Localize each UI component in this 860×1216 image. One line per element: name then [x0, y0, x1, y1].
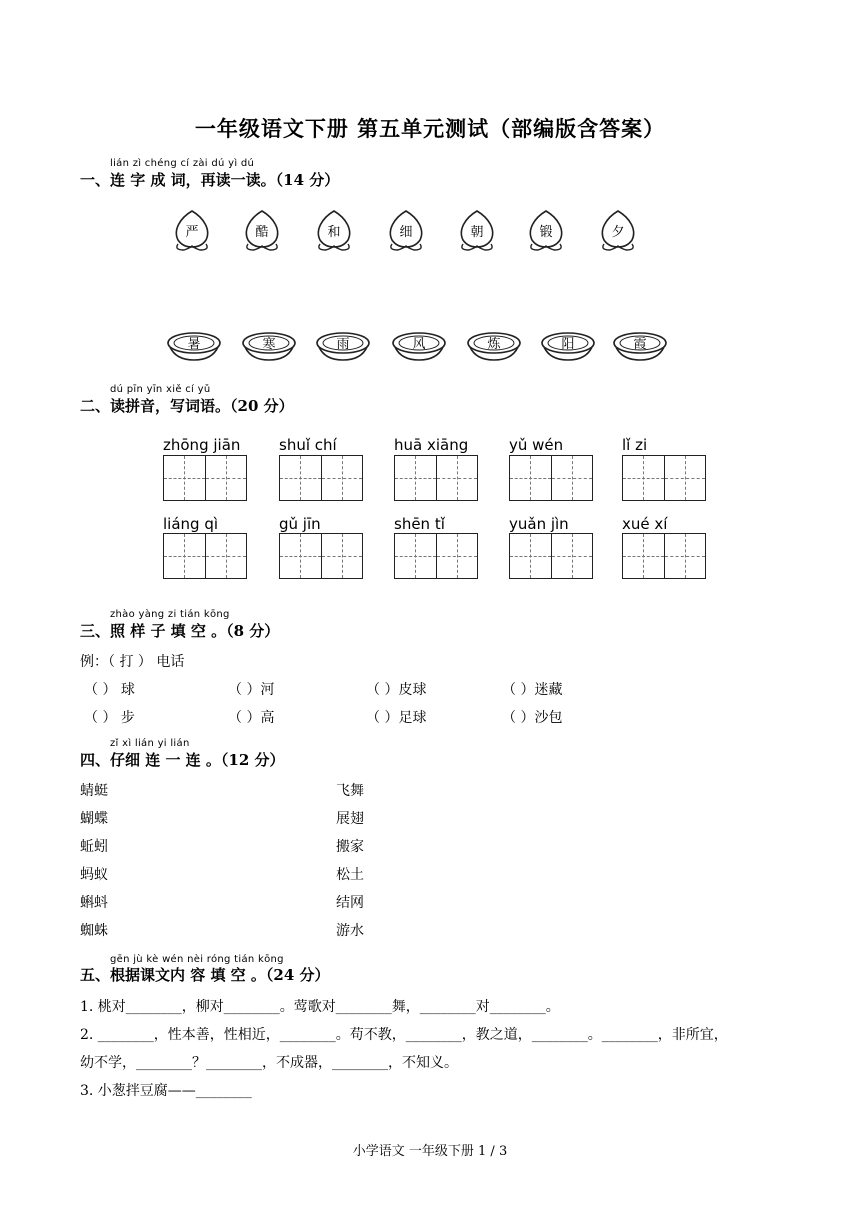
fill-line-1: 1. 桃对________，柳对________。莺歌对________舞，________对________。 [80, 999, 560, 1015]
grid-cell[interactable] [164, 456, 205, 500]
bowl-shape [315, 330, 371, 364]
grid-cell[interactable] [395, 456, 436, 500]
section1-number: 一、 [80, 171, 111, 189]
fill-line-3: 幼不学，________？________，不成器，________，不知义。 [80, 1055, 458, 1071]
section5-pinyin: gēn jù kè wén nèi róng tián kōng [110, 954, 284, 965]
section4-number: 四、 [80, 751, 111, 769]
grid-cell[interactable] [551, 456, 593, 500]
peach-shape [384, 208, 428, 252]
bowl-char: 阳 [561, 337, 575, 352]
grid-cell[interactable] [551, 534, 593, 578]
s3-row1-item: （ ） 球 [84, 682, 135, 698]
fill-line-2: 2. ________，性本善，性相近，________。苟不教，________，教之道，________。________，非所宜， [80, 1027, 728, 1043]
section2-number: 二、 [80, 397, 111, 415]
bowl-shape [391, 330, 447, 364]
writing-grid[interactable] [509, 455, 593, 501]
peach-char: 夕 [611, 225, 625, 240]
s3-row1-item: （ ）皮球 [366, 682, 427, 698]
s3-row1-item: （ ）河 [228, 682, 275, 698]
grid-pinyin-label: zhōng jiān [163, 436, 241, 454]
bowl-char: 炼 [487, 337, 501, 352]
section2-text: 读拼音，写词语。（20 分） [110, 397, 294, 415]
grid-cell[interactable] [436, 534, 478, 578]
grid-cell[interactable] [436, 456, 478, 500]
bowl-char: 霞 [633, 337, 647, 352]
match-left-item[interactable]: 蚯蚓 [80, 839, 108, 855]
grid-cell[interactable] [623, 456, 664, 500]
peach-shape [312, 208, 356, 252]
section1-heading [80, 169, 339, 190]
grid-pinyin-label: shēn tǐ [394, 515, 445, 533]
section5-text: 根据课文内 容 填 空 。（24 分） [110, 966, 330, 984]
section3-example: 例：（ 打 ） 电话 [80, 654, 185, 670]
section1-pinyin: lián zì chéng cí zài dú yì dú [110, 158, 255, 169]
grid-cell[interactable] [205, 456, 247, 500]
peach-shape [240, 208, 284, 252]
page-title: 一年级语文下册 第五单元测试（部编版含答案） [194, 116, 666, 141]
section3-number: 三、 [80, 622, 111, 640]
match-left-item[interactable]: 蜻蜓 [80, 783, 108, 799]
peach-char: 细 [399, 225, 413, 240]
grid-pinyin-label: shuǐ chí [279, 436, 337, 454]
peach-char: 朝 [470, 225, 484, 240]
grid-pinyin-label: huā xiāng [394, 436, 469, 454]
bowl-shape [612, 330, 668, 364]
section5-number: 五、 [80, 966, 111, 984]
grid-pinyin-label: xué xí [622, 515, 668, 533]
peach-char: 酷 [255, 225, 269, 240]
match-right-item[interactable]: 游水 [336, 923, 364, 939]
writing-grid[interactable] [509, 533, 593, 579]
writing-grid[interactable] [394, 455, 478, 501]
bowl-shape [466, 330, 522, 364]
peach-shape [524, 208, 568, 252]
grid-pinyin-label: yuǎn jìn [509, 515, 569, 533]
peach-char: 严 [185, 225, 199, 240]
writing-grid[interactable] [163, 533, 247, 579]
grid-pinyin-label: yǔ wén [509, 436, 564, 454]
grid-cell[interactable] [623, 534, 664, 578]
grid-pinyin-label: liáng qì [163, 515, 219, 533]
s3-row1-item: （ ）迷藏 [502, 682, 563, 698]
bowl-char: 雨 [336, 337, 350, 352]
section5-heading [80, 964, 330, 985]
writing-grid[interactable] [279, 455, 363, 501]
section2-heading [80, 395, 294, 416]
section1-text: 连 字 成 词，再读一读。（14 分） [110, 171, 340, 189]
match-right-item[interactable]: 松土 [336, 867, 364, 883]
section4-heading [80, 749, 285, 770]
grid-pinyin-label: lǐ zi [622, 436, 648, 454]
peach-shape [455, 208, 499, 252]
match-right-item[interactable]: 搬家 [336, 839, 364, 855]
bowl-shape [166, 330, 222, 364]
peach-char: 和 [327, 225, 341, 240]
peach-char: 锻 [539, 225, 553, 240]
match-right-item[interactable]: 结网 [336, 895, 364, 911]
grid-cell[interactable] [321, 534, 363, 578]
peach-shape [596, 208, 640, 252]
s3-row2-item: （ ）高 [228, 710, 275, 726]
section3-pinyin: zhào yàng zi tián kōng [110, 609, 230, 620]
writing-grid[interactable] [163, 455, 247, 501]
grid-pinyin-label: gǔ jīn [279, 515, 321, 533]
bowl-char: 暑 [187, 337, 201, 352]
match-left-item[interactable]: 蜘蛛 [80, 923, 108, 939]
section3-text: 照 样 子 填 空 。（8 分） [110, 622, 280, 640]
grid-cell[interactable] [510, 534, 551, 578]
s3-row2-item: （ ） 步 [84, 710, 135, 726]
grid-cell[interactable] [205, 534, 247, 578]
grid-cell[interactable] [664, 534, 706, 578]
section3-heading [80, 620, 279, 641]
writing-grid[interactable] [622, 455, 706, 501]
grid-cell[interactable] [664, 456, 706, 500]
section4-text: 仔细 连 一 连 。（12 分） [110, 751, 285, 769]
match-right-item[interactable]: 飞舞 [336, 783, 364, 799]
grid-cell[interactable] [280, 456, 321, 500]
writing-grid[interactable] [279, 533, 363, 579]
bowl-char: 风 [412, 337, 426, 352]
grid-cell[interactable] [321, 456, 363, 500]
bowl-shape [540, 330, 596, 364]
s3-row2-item: （ ）足球 [366, 710, 427, 726]
section2-pinyin: dú pīn yīn xiě cí yǔ [110, 384, 211, 395]
bowl-shape [241, 330, 297, 364]
bowl-char: 寒 [262, 337, 276, 352]
match-left-item[interactable]: 蚂蚁 [80, 867, 108, 883]
grid-cell[interactable] [510, 456, 551, 500]
grid-cell[interactable] [280, 534, 321, 578]
grid-cell[interactable] [395, 534, 436, 578]
section4-pinyin: zǐ xì lián yi lián [110, 738, 190, 749]
s3-row2-item: （ ）沙包 [502, 710, 563, 726]
page-footer: 小学语文 一年级下册 1 / 3 [352, 1144, 508, 1159]
peach-shape [170, 208, 214, 252]
grid-cell[interactable] [164, 534, 205, 578]
match-right-item[interactable]: 展翅 [336, 811, 364, 827]
writing-grid[interactable] [394, 533, 478, 579]
fill-line-4: 3. 小葱拌豆腐——________ [80, 1083, 252, 1099]
writing-grid[interactable] [622, 533, 706, 579]
match-left-item[interactable]: 蝴蝶 [80, 811, 108, 827]
match-left-item[interactable]: 蝌蚪 [80, 895, 108, 911]
